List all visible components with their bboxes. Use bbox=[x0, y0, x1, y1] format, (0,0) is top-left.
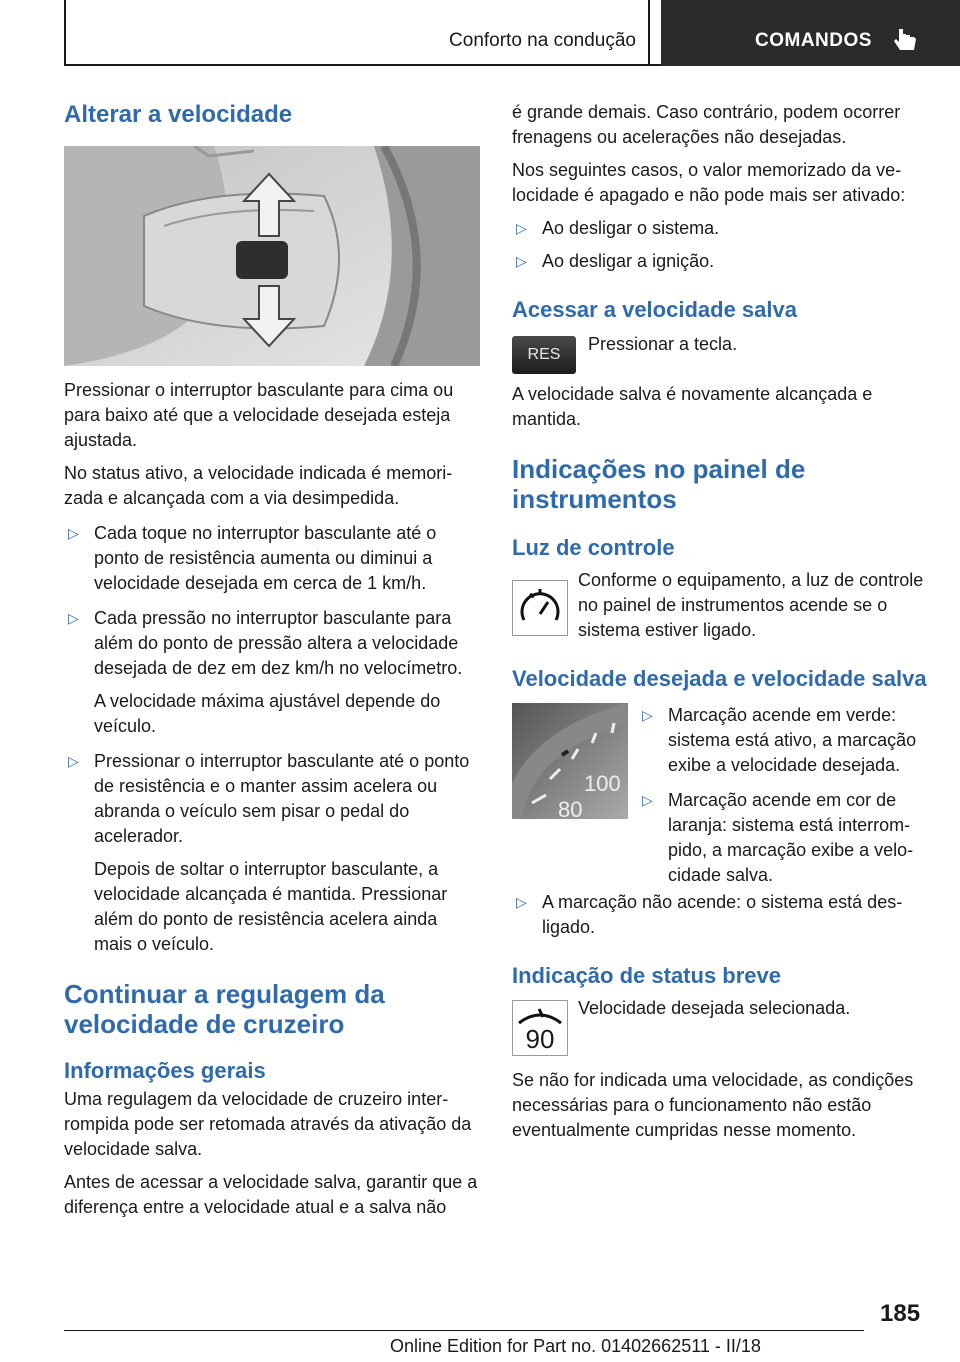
header-chapter-tab bbox=[661, 0, 960, 66]
list-item: ▷ A marcação não acende: o sistema está desligado. bbox=[516, 892, 903, 937]
heading-luz-controle: Luz de controle bbox=[512, 535, 675, 560]
paragraph-velocidade-salva: A velocidade salva é novamente alcançada e mantida. bbox=[512, 384, 873, 429]
paragraph-pressionar: Pressionar o interruptor basculante para cima ou para baixo até que a velocidade desejada esteja ajustada. bbox=[64, 380, 454, 450]
list-casos bbox=[512, 216, 928, 274]
heading-indicacao-status: Indicação de status breve bbox=[512, 963, 781, 988]
res-row bbox=[512, 332, 928, 378]
list-item-note: Depois de soltar o interruptor basculante, a velocidade alcançada é mantida. Pressionar além do ponto de resistência acelera ainda mais o veículo. bbox=[94, 859, 448, 954]
right-column bbox=[512, 100, 928, 1143]
paragraph-regulagem-interrompida: Uma regulagem da velocidade de cruzeiro interrompida pode ser retomada através da ativação da velocidade salva. bbox=[64, 1089, 472, 1159]
header-divider bbox=[648, 0, 650, 66]
list-item: ▷ Marcação acende em verde: sistema está ativo, a marcação exibe a velocidade desejada. bbox=[642, 705, 917, 775]
list-item-note: A velocidade máxima ajustável depende do veículo. bbox=[94, 691, 441, 736]
triangle-bullet-icon: ▷ bbox=[68, 753, 79, 769]
footer-rule bbox=[64, 1330, 864, 1331]
paragraph-antes-acessar: Antes de acessar a velocidade salva, garantir que a diferença entre a velocidade atual e a salva não bbox=[64, 1172, 478, 1217]
list-item: ▷ Cada pressão no interruptor basculante para além do ponto de pressão altera a velocidade desejada de dez em dez km/h no velocímetro. A velocidade máxima ajustável depende do veículo. bbox=[64, 606, 480, 739]
left-column bbox=[64, 100, 480, 1220]
heading-continuar-regulagem: Continuar a regulagem da velocidade de cruzeiro bbox=[64, 979, 385, 1039]
gauge-label: 100 bbox=[584, 771, 621, 796]
page-number: 185 bbox=[880, 1300, 921, 1327]
heading-indicacoes-painel: Indicações no painel de instrumentos bbox=[512, 454, 806, 514]
list-alterar bbox=[64, 521, 480, 957]
heading-acessar-velocidade: Acessar a velocidade salva bbox=[512, 297, 797, 322]
list-item: ▷ Ao desligar o sistema. bbox=[512, 216, 928, 241]
header-section-title: Conforto na condução bbox=[449, 30, 636, 51]
paragraph-seguintes-casos: Nos seguintes casos, o valor memorizado da velocidade é apagado e não pode mais ser ativado: bbox=[512, 160, 906, 205]
res-button-icon bbox=[512, 336, 576, 374]
list-marcacao bbox=[638, 703, 928, 888]
res-label: RES bbox=[527, 346, 561, 363]
speedometer-gauge-image bbox=[512, 703, 628, 819]
luz-row bbox=[512, 568, 928, 643]
heading-velocidade-desejada: Velocidade desejada e velocidade salva bbox=[512, 666, 927, 691]
status-speed-value: 90 bbox=[525, 1024, 555, 1054]
triangle-bullet-icon: ▷ bbox=[68, 610, 79, 626]
hand-pointer-icon bbox=[894, 27, 918, 53]
header-chapter-label: COMANDOS bbox=[755, 30, 872, 51]
res-text: Pressionar a tecla. bbox=[588, 334, 738, 354]
steering-wheel-switch-image bbox=[64, 146, 480, 366]
velocidade-row bbox=[512, 703, 928, 888]
status-row bbox=[512, 996, 928, 1060]
heading-alterar-velocidade: Alterar a velocidade bbox=[64, 101, 293, 128]
triangle-bullet-icon: ▷ bbox=[516, 220, 527, 236]
list-item: ▷ Marcação acende em cor de laranja: sistema está interrompido, a marcação exibe a velocidade salva. bbox=[642, 790, 914, 885]
triangle-bullet-icon: ▷ bbox=[516, 894, 527, 910]
gauge-label: 80 bbox=[558, 797, 583, 819]
steering-wheel-illustration bbox=[64, 146, 480, 366]
speed-status-display-icon bbox=[512, 1000, 568, 1056]
cruise-control-speedometer-icon bbox=[512, 580, 568, 636]
triangle-bullet-icon: ▷ bbox=[642, 707, 653, 723]
list-item: ▷ Ao desligar a ignição. bbox=[512, 249, 928, 274]
triangle-bullet-icon: ▷ bbox=[516, 253, 527, 269]
footer-edition: Online Edition for Part no. 01402662511 - II/18 bbox=[390, 1336, 761, 1356]
paragraph-continuacao: é grande demais. Caso contrário, podem ocorrer frenagens ou acelerações não desejadas. bbox=[512, 102, 901, 147]
list-item: ▷ Cada toque no interruptor basculante até o ponto de resistência aumenta ou diminui a velocidade desejada em cerca de 1 km/h. bbox=[68, 523, 437, 593]
status-text: Velocidade desejada selecionada. bbox=[578, 998, 851, 1018]
luz-text: Conforme o equipamento, a luz de controle no painel de instrumentos acende se o sistema estiver ligado. bbox=[578, 570, 924, 640]
list-item: ▷ Pressionar o interruptor basculante até o ponto de resistência e o manter assim acelera ou abranda o veículo sem pisar o pedal do acelerador. Depois de soltar o interruptor basculante, a velocidade alcançada é mantida. Pressionar além do ponto de resistência acelera ainda mais o veículo. bbox=[64, 749, 480, 957]
triangle-bullet-icon: ▷ bbox=[68, 525, 79, 541]
paragraph-sem-velocidade: Se não for indicada uma velocidade, as condições necessárias para o funcionamento não estão eventualmente cumpridas nesse momento. bbox=[512, 1070, 914, 1140]
heading-informacoes-gerais: Informações gerais bbox=[64, 1058, 266, 1083]
paragraph-status-ativo: No status ativo, a velocidade indicada é memorizada e alcançada com a via desimpedida. bbox=[64, 463, 453, 508]
list-marcacao-off bbox=[512, 890, 928, 940]
header-left-line bbox=[64, 0, 66, 66]
triangle-bullet-icon: ▷ bbox=[642, 792, 653, 808]
